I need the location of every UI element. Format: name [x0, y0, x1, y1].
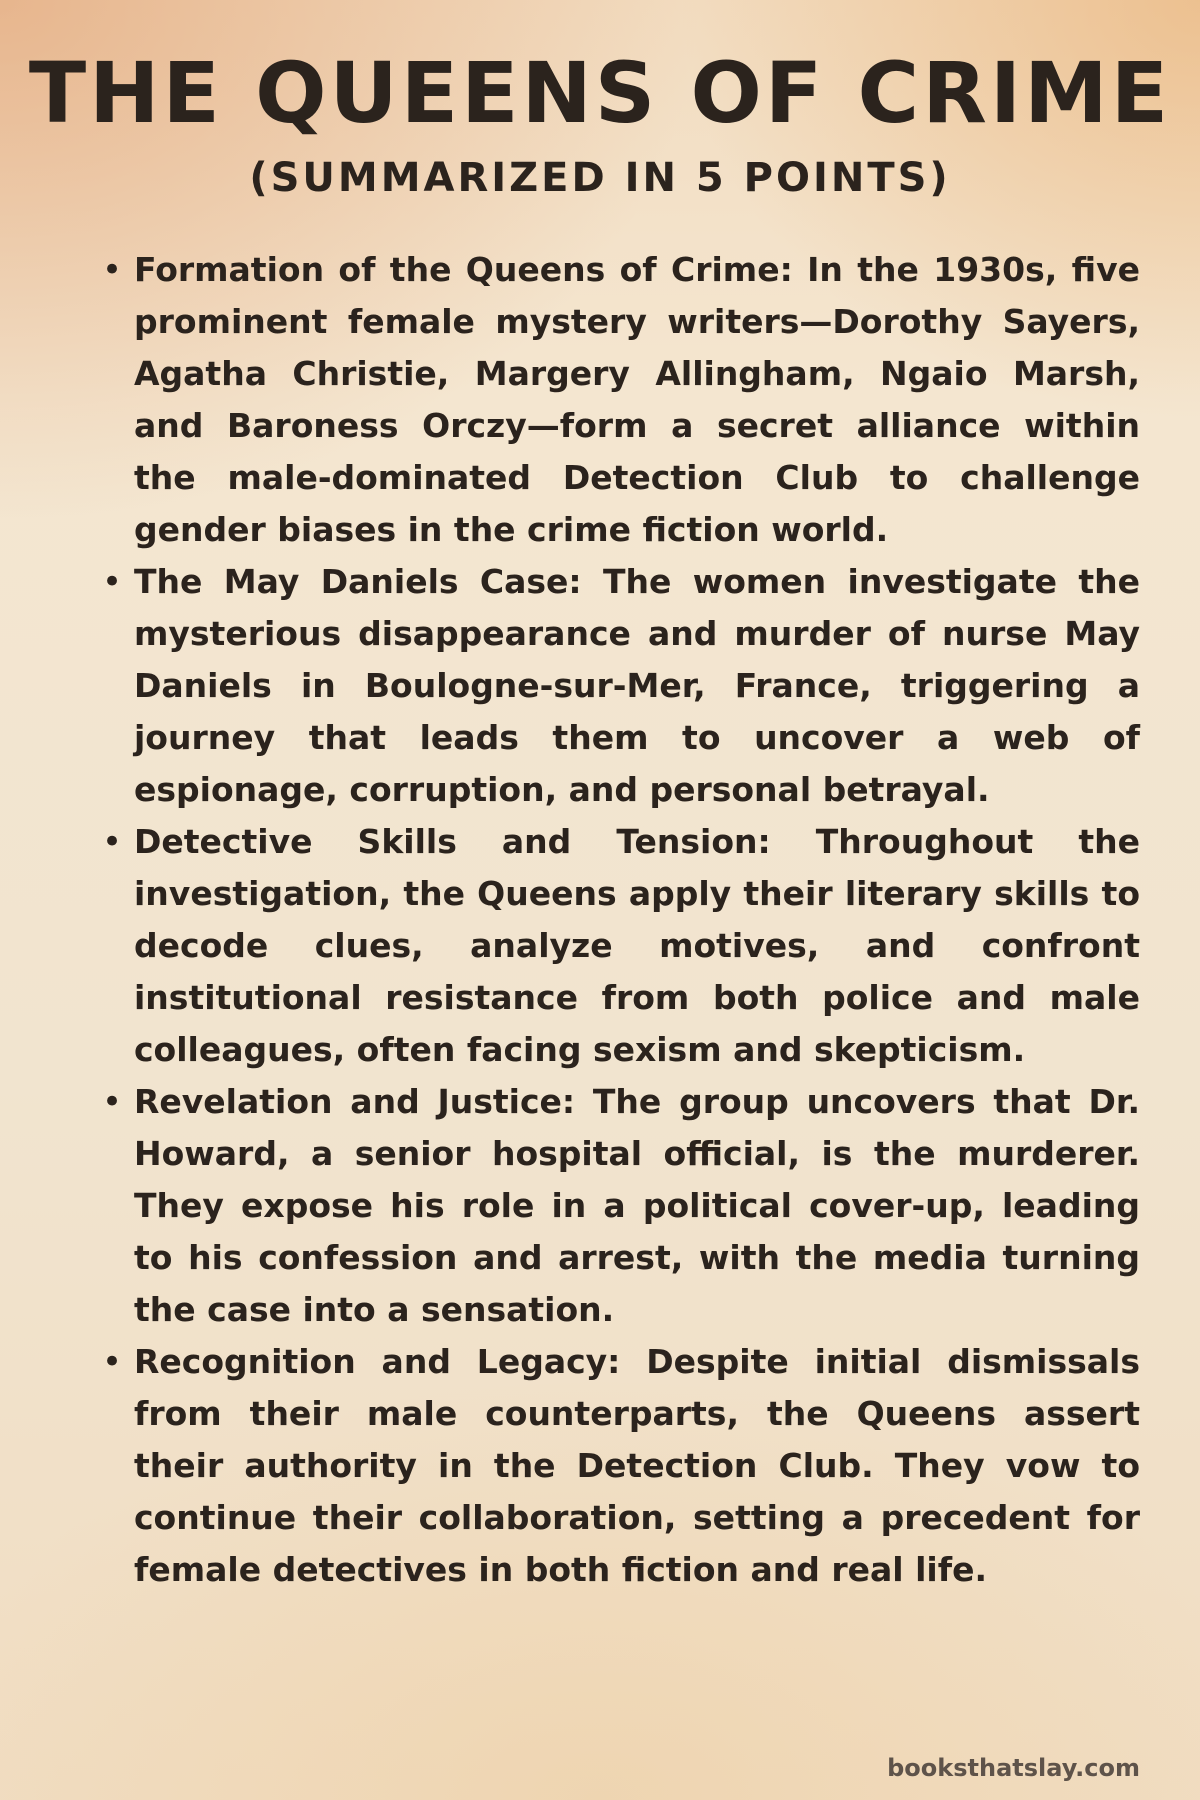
summary-point-text: Revelation and Justice: The group uncovers that Dr. Howard, a senior hospital official, is the murderer. They expose his role in a political cover-up, leading to his confession and arrest, with the media turning the case into a sensation. [134, 1082, 1140, 1329]
summary-point-text: Formation of the Queens of Crime: In the 1930s, five prominent female mystery writers—Dorothy Sayers, Agatha Christie, Margery Allingham, Ngaio Marsh, and Baroness Orczy—form a secret alliance within the male-dominated Detection Club to challenge gender biases in the crime fiction world. [134, 250, 1140, 549]
bullet-icon: • [102, 1082, 123, 1122]
page-subtitle: (SUMMARIZED IN 5 POINTS) [249, 155, 951, 201]
summary-point [100, 556, 1140, 816]
bullet-icon: • [102, 562, 123, 602]
summary-point [100, 1336, 1140, 1596]
summary-point [100, 816, 1140, 1076]
summary-point-text: Recognition and Legacy: Despite initial dismissals from their male counterparts, the Queens assert their authority in the Detection Club. They vow to continue their collaboration, setting a precedent for female detectives in both fiction and real life. [134, 1342, 1140, 1589]
summary-point [100, 244, 1140, 556]
summary-point-text: The May Daniels Case: The women investigate the mysterious disappearance and murder of nurse May Daniels in Boulogne-sur-Mer, France, triggering a journey that leads them to uncover a web of espionage, corruption, and personal betrayal. [134, 562, 1140, 809]
page-title: THE QUEENS OF CRIME [28, 44, 1172, 142]
summary-points-list [100, 244, 1140, 1596]
bullet-icon: • [102, 1342, 123, 1382]
bullet-icon: • [102, 822, 123, 862]
source-website: booksthatslay.com [887, 1754, 1140, 1782]
bullet-icon: • [102, 250, 123, 290]
summary-point-text: Detective Skills and Tension: Throughout the investigation, the Queens apply their literary skills to decode clues, analyze motives, and confront institutional resistance from both police and male colleagues, often facing sexism and skepticism. [134, 822, 1140, 1069]
summary-point [100, 1076, 1140, 1336]
